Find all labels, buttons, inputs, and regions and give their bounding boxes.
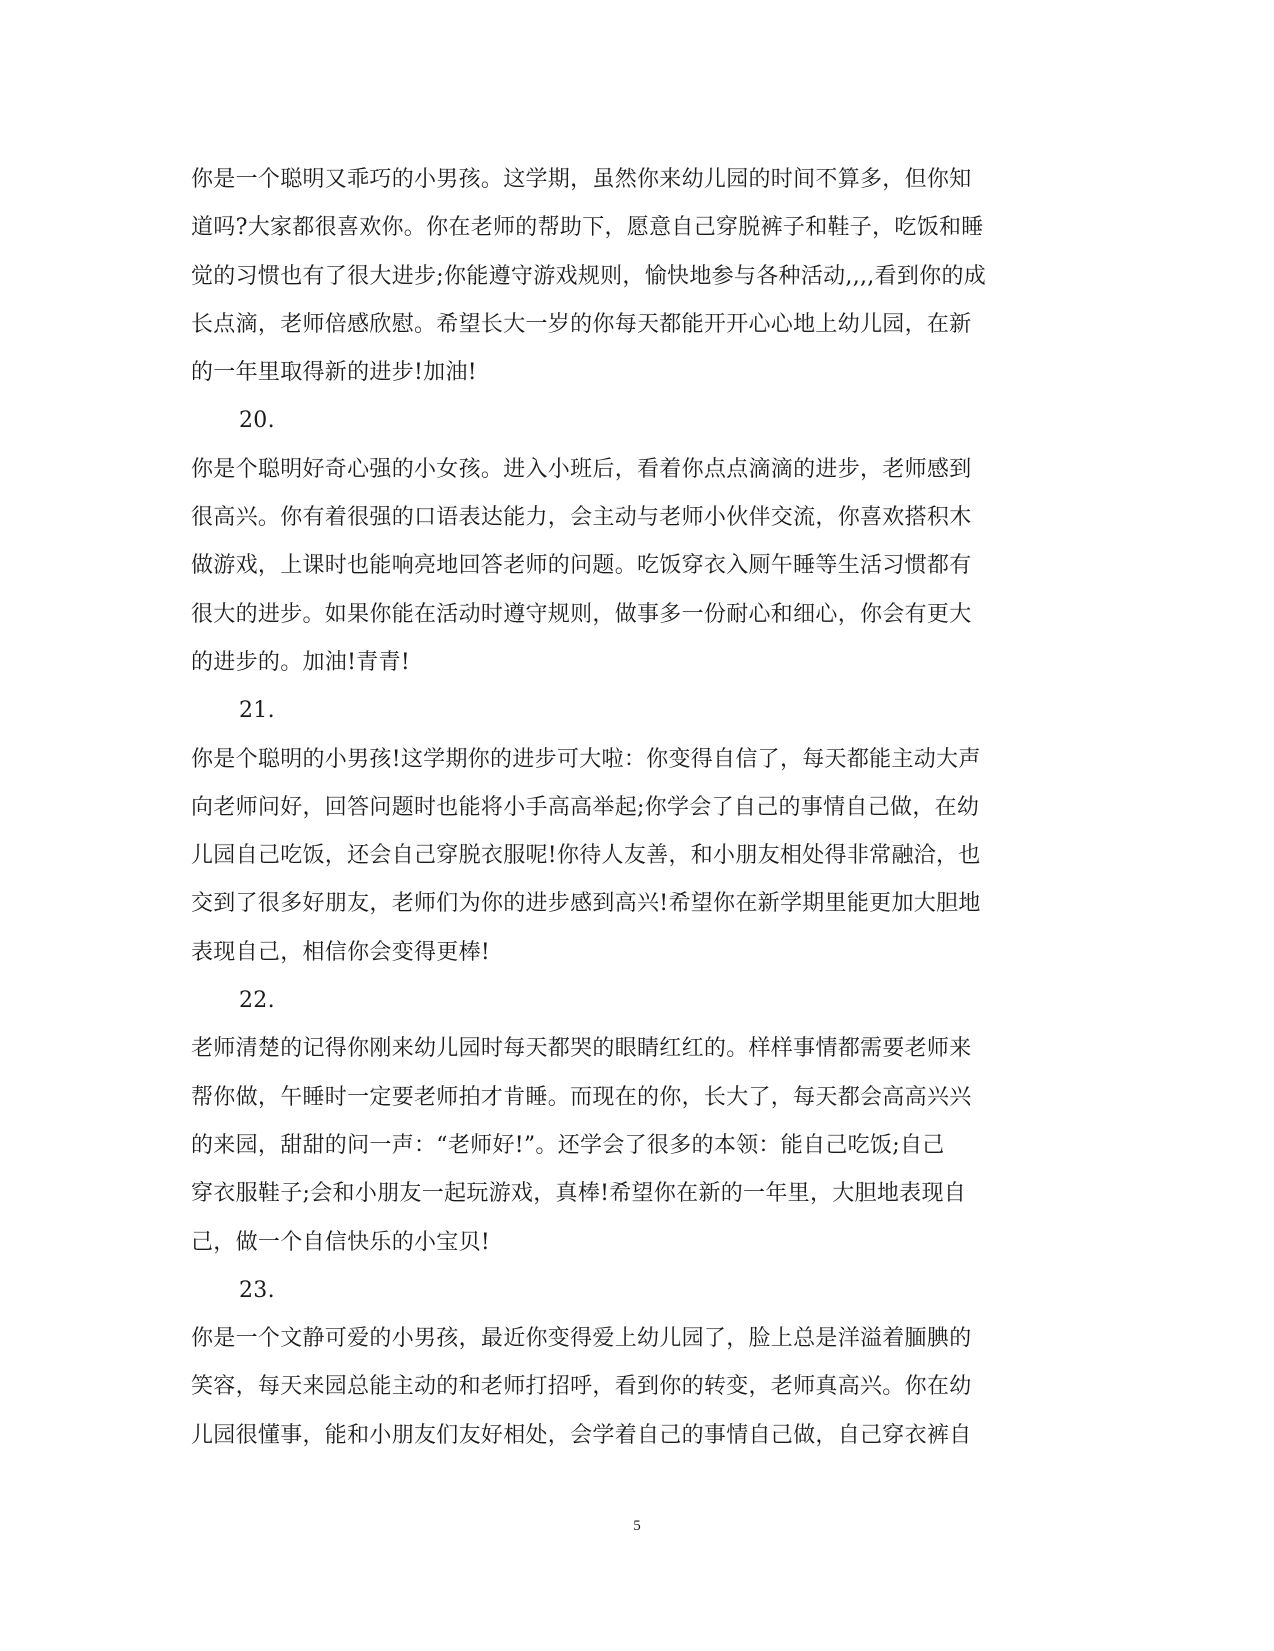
text-line: 老师清楚的记得你刚来幼儿园时每天都哭的眼睛红红的。样样事情都需要老师来 [191,1036,972,1062]
text-line: 你是个聪明的小男孩!这学期你的进步可大啦：你变得自信了，每天都能主动大声 [191,746,981,772]
text-line: 你是个聪明好奇心强的小女孩。进入小班后，看着你点点滴滴的进步，老师感到 [191,456,972,482]
text-line: 表现自己，相信你会变得更棒! [191,939,491,965]
text-line: 道吗?大家都很喜欢你。你在老师的帮助下，愿意自己穿脱裤子和鞋子，吃饭和睡 [191,215,984,241]
text-line: 长点滴，老师倍感欣慰。希望长大一岁的你每天都能开开心心地上幼儿园，在新 [191,311,972,337]
item-number: 20. [239,408,275,434]
text-line: 交到了很多好朋友，老师们为你的进步感到高兴!希望你在新学期里能更加大胆地 [191,891,981,917]
item-number: 21. [239,698,275,724]
text-line: 的进步的。加油!青青! [191,649,410,675]
page-number: 5 [633,1518,641,1534]
text-line: 你是一个文静可爱的小男孩，最近你变得爱上幼儿园了，脸上总是洋溢着腼腆的 [191,1326,972,1352]
text-line: 很大的进步。如果你能在活动时遵守规则，做事多一份耐心和细心，你会有更大 [191,601,972,627]
text-line: 觉的习惯也有了很大进步;你能遵守游戏规则，愉快地参与各种活动,,,,看到你的成 [191,263,987,289]
text-line: 儿园很懂事，能和小朋友们友好相处，会学着自己的事情自己做，自己穿衣裤自 [191,1422,972,1448]
text-line: 做游戏，上课时也能响亮地回答老师的问题。吃饭穿衣入厕午睡等生活习惯都有 [191,553,972,579]
item-number: 22. [239,988,275,1014]
item-number: 23. [239,1277,275,1303]
text-line: 的一年里取得新的进步!加油! [191,360,477,386]
text-line: 你是一个聪明又乖巧的小男孩。这学期，虽然你来幼儿园的时间不算多，但你知 [191,167,972,192]
text-line: 很高兴。你有着很强的口语表达能力，会主动与老师小伙伴交流，你喜欢搭积木 [191,505,972,531]
text-line: 向老师问好，回答问题时也能将小手高高举起;你学会了自己的事情自己做，在幼 [191,794,980,820]
document-body [191,156,1071,1460]
text-line: 的来园，甜甜的问一声：“老师好!”。还学会了很多的本领：能自己吃饭;自己 [191,1132,945,1158]
text-line: 儿园自己吃饭，还会自己穿脱衣服呢!你待人友善，和小朋友相处得非常融洽，也 [191,843,981,869]
text-line: 己，做一个自信快乐的小宝贝! [191,1229,491,1255]
text-line: 穿衣服鞋子;会和小朋友一起玩游戏，真棒!希望你在新的一年里，大胆地表现自 [191,1181,967,1207]
text-line: 笑容，每天来园总能主动的和老师打招呼，看到你的转变，老师真高兴。你在幼 [191,1374,972,1400]
text-line: 帮你做，午睡时一定要老师拍才肯睡。而现在的你，长大了，每天都会高高兴兴 [191,1084,972,1110]
